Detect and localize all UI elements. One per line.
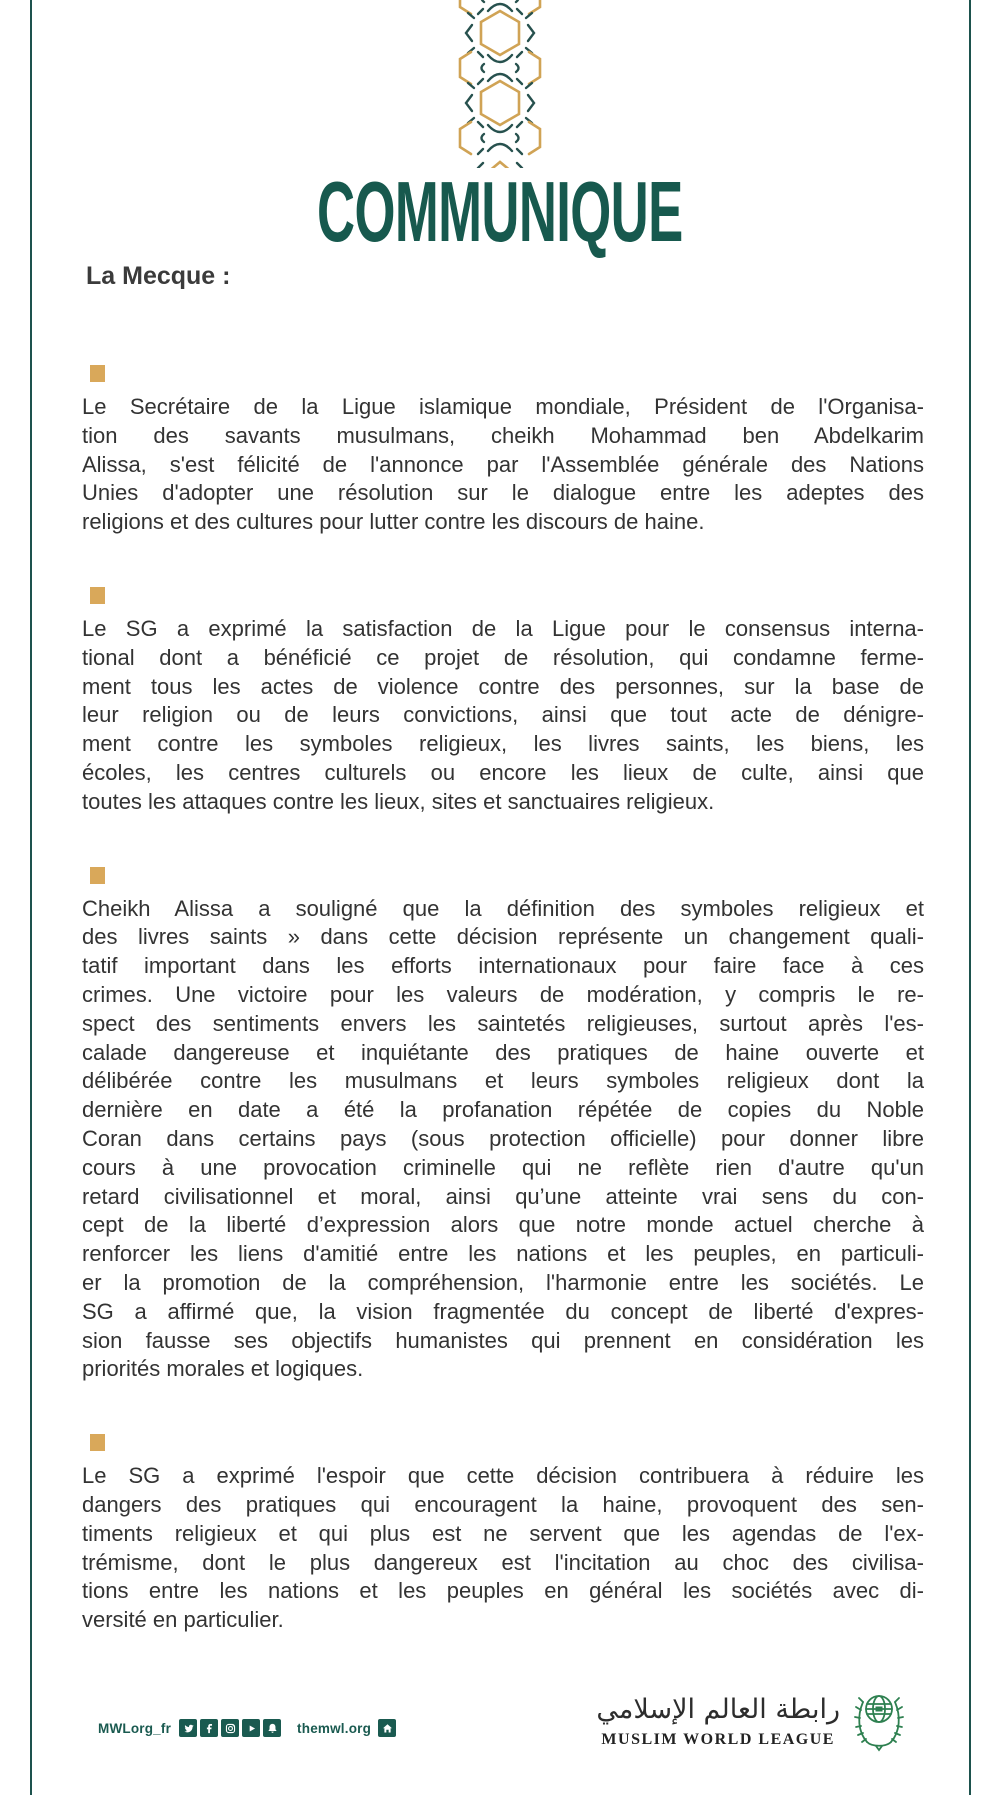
bullet-square-icon [90, 1434, 105, 1451]
org-name-english: MUSLIM WORLD LEAGUE [601, 1731, 835, 1749]
paragraph [82, 615, 924, 817]
paragraph-line: Coran dans certains pays (sous protection officielle) pour donner libre [82, 1125, 924, 1151]
paragraph-line: spect des sentiments envers les saintetés religieuses, surtout après l'es- [82, 1010, 924, 1036]
paragraph-line: versité en particulier. [82, 1607, 284, 1633]
location-label: La Mecque : [86, 262, 231, 290]
paragraph-line: tional dont a bénéficié ce projet de résolution, qui condamne ferme- [82, 644, 924, 670]
website-label: themwl.org [297, 1720, 372, 1736]
paragraph-line: calade dangereuse et inquiétante des pratiques de haine ouverte et [82, 1039, 924, 1065]
paragraph [82, 1462, 924, 1635]
paragraph-line: timents religieux et qui plus est ne servent que les agendas de l'ex- [82, 1520, 924, 1546]
paragraph-line: dangers des pratiques qui encouragent la haine, provoquent des sen- [82, 1491, 924, 1517]
paragraph-line: retard civilisationnel et moral, ainsi qu’une atteinte vrai sens du con- [82, 1183, 924, 1209]
paragraph-line: tatif important dans les efforts internationaux pour faire face à ces [82, 953, 924, 979]
paragraph-line: Alissa, s'est félicité de l'annonce par l'Assemblée générale des Nations [82, 451, 924, 477]
paragraph-line: Cheikh Alissa a souligné que la définition des symboles religieux et [82, 895, 924, 921]
paragraph-line: er la promotion de la compréhension, l'harmonie entre les sociétés. Le [82, 1269, 924, 1295]
paragraph-line: leur religion ou de leurs convictions, ainsi que tout acte de dénigre- [82, 702, 924, 728]
page-title: COMMUNIQUE [317, 165, 683, 260]
paragraph-line: ment contre les symboles religieux, les livres saints, les biens, les [82, 731, 924, 757]
paragraph-line: cours à une provocation criminelle qui ne reflète rien d'autre qu'un [82, 1154, 924, 1180]
geometric-ornament-icon [455, 0, 545, 168]
paragraph [82, 895, 924, 1385]
mwl-logo [596, 1684, 904, 1757]
right-border-line [969, 0, 971, 1795]
bullet-square-icon [90, 587, 105, 604]
paragraph-line: toutes les attaques contre les lieux, sites et sanctuaires religieux. [82, 788, 715, 814]
org-name-arabic: رابطة العالم الإسلامي [596, 1693, 840, 1725]
bell-icon[interactable] [263, 1719, 281, 1737]
facebook-icon[interactable] [200, 1719, 218, 1737]
paragraph-line: Le Secrétaire de la Ligue islamique mondiale, Président de l'Organisa- [82, 394, 924, 419]
mwl-emblem-icon [854, 1684, 904, 1757]
paragraph-line: sion fausse ses objectifs humanistes qui prennent en considération les [82, 1327, 924, 1353]
paragraph [82, 393, 924, 537]
instagram-icon[interactable] [221, 1719, 239, 1737]
youtube-icon[interactable] [242, 1719, 260, 1737]
paragraph-line: trémisme, dont le plus dangereux est l'incitation au choc des civilisa- [82, 1549, 924, 1575]
twitter-handle: MWLorg_fr [98, 1720, 172, 1736]
paragraph-line: tion des savants musulmans, cheikh Mohammad ben Abdelkarim [82, 422, 924, 448]
bullet-square-icon [90, 365, 105, 382]
paragraph-line: des livres saints » dans cette décision représente un changement quali- [82, 924, 924, 950]
paragraph-line: ment tous les actes de violence contre des personnes, sur la base de [82, 673, 924, 699]
paragraph-line: cept de la liberté d’expression alors que notre monde actuel cherche à [82, 1212, 924, 1238]
home-icon[interactable] [378, 1719, 396, 1737]
paragraph-line: renforcer les liens d'amitié entre les nations et les peuples, en particuli- [82, 1241, 924, 1267]
paragraph-line: délibérée contre les musulmans et leurs symboles religieux dont la [82, 1068, 924, 1094]
twitter-icon[interactable] [179, 1719, 197, 1737]
left-border-line [30, 0, 32, 1795]
paragraph-line: crimes. Une victoire pour les valeurs de modération, y compris le re- [82, 981, 924, 1007]
paragraph-line: tions entre les nations et les peuples en général les sociétés avec di- [82, 1578, 924, 1604]
paragraph-line: dernière en date a été la profanation répétée de copies du Noble [82, 1097, 924, 1123]
paragraph-line: SG a affirmé que, la vision fragmentée du concept de liberté d'expres- [82, 1298, 924, 1324]
paragraph-line: Le SG a exprimé l'espoir que cette décision contribuera à réduire les [82, 1463, 924, 1489]
paragraph-line: religions et des cultures pour lutter contre les discours de haine. [82, 509, 705, 535]
paragraph-line: Le SG a exprimé la satisfaction de la Ligue pour le consensus interna- [82, 615, 924, 641]
bullet-square-icon [90, 867, 105, 884]
paragraph-line: priorités morales et logiques. [82, 1356, 364, 1382]
paragraph-line: écoles, les centres culturels ou encore les lieux de culte, ainsi que [82, 759, 924, 785]
paragraph-line: Unies d'adopter une résolution sur le dialogue entre les adeptes des [82, 480, 924, 506]
